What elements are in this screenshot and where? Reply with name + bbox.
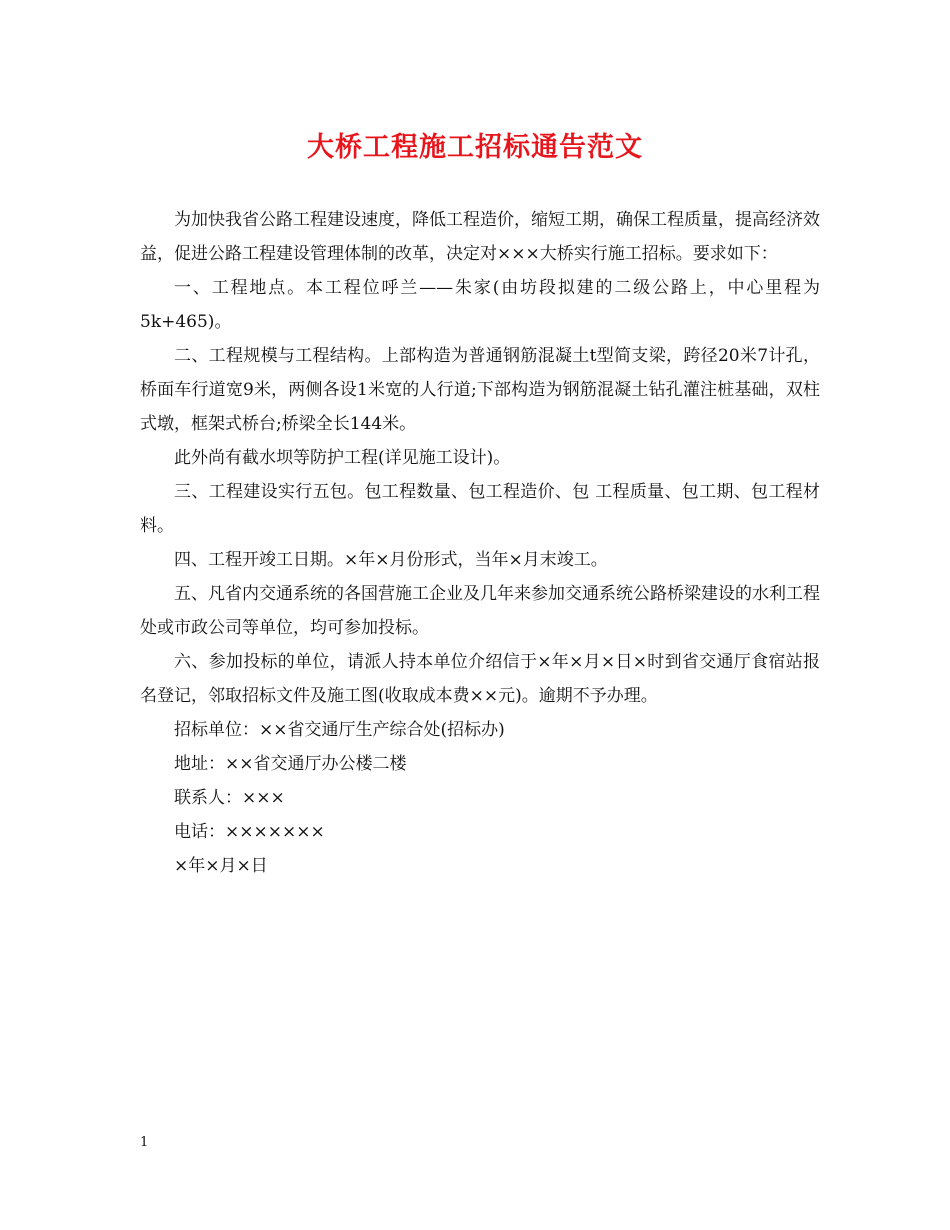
section-protection-works: 此外尚有截水坝等防护工程(详见施工设计)。 — [174, 448, 511, 468]
notice-date: ×年×月×日 — [174, 856, 268, 876]
contact-address: 地址：××省交通厅办公楼二楼 — [174, 754, 407, 774]
contact-phone: 电话：××××××× — [174, 822, 325, 842]
section-schedule: 四、工程开竣工日期。×年×月份形式，当年×月末竣工。 — [174, 550, 608, 570]
section-scale-structure: 二、工程规模与工程结构。上部构造为普通钢筋混凝土t型简支梁，跨径20米7计孔，桥面车行道宽9米，两侧各设1米宽的人行道;下部构造为钢筋混凝土钻孔灌注桩基础，双柱式墩，框架式桥台;桥梁全长144米。 — [140, 346, 820, 434]
document-title: 大桥工程施工招标通告范文 — [307, 132, 643, 163]
page-number: 1 — [140, 1135, 149, 1150]
intro-paragraph: 为加快我省公路工程建设速度，降低工程造价，缩短工期，确保工程质量，提高经济效益，促进公路工程建设管理体制的改革，决定对×××大桥实行施工招标。要求如下： — [140, 210, 820, 264]
document-body — [140, 203, 820, 883]
section-location: 一、工程地点。本工程位呼兰——朱家(由坊段拟建的二级公路上，中心里程为5k+465)。 — [140, 278, 820, 332]
contact-person: 联系人：××× — [174, 788, 285, 808]
section-registration: 六、参加投标的单位，请派人持本单位介绍信于×年×月×日×时到省交通厅食宿站报名登记，邻取招标文件及施工图(收取成本费××元)。逾期不予办理。 — [140, 652, 820, 706]
contact-unit: 招标单位：××省交通厅生产综合处(招标办) — [174, 720, 505, 740]
section-five-contracts: 三、工程建设实行五包。包工程数量、包工程造价、包 工程质量、包工期、包工程材料。 — [140, 482, 820, 536]
section-eligibility: 五、凡省内交通系统的各国营施工企业及几年来参加交通系统公路桥梁建设的水利工程处或市政公司等单位，均可参加投标。 — [140, 584, 820, 638]
